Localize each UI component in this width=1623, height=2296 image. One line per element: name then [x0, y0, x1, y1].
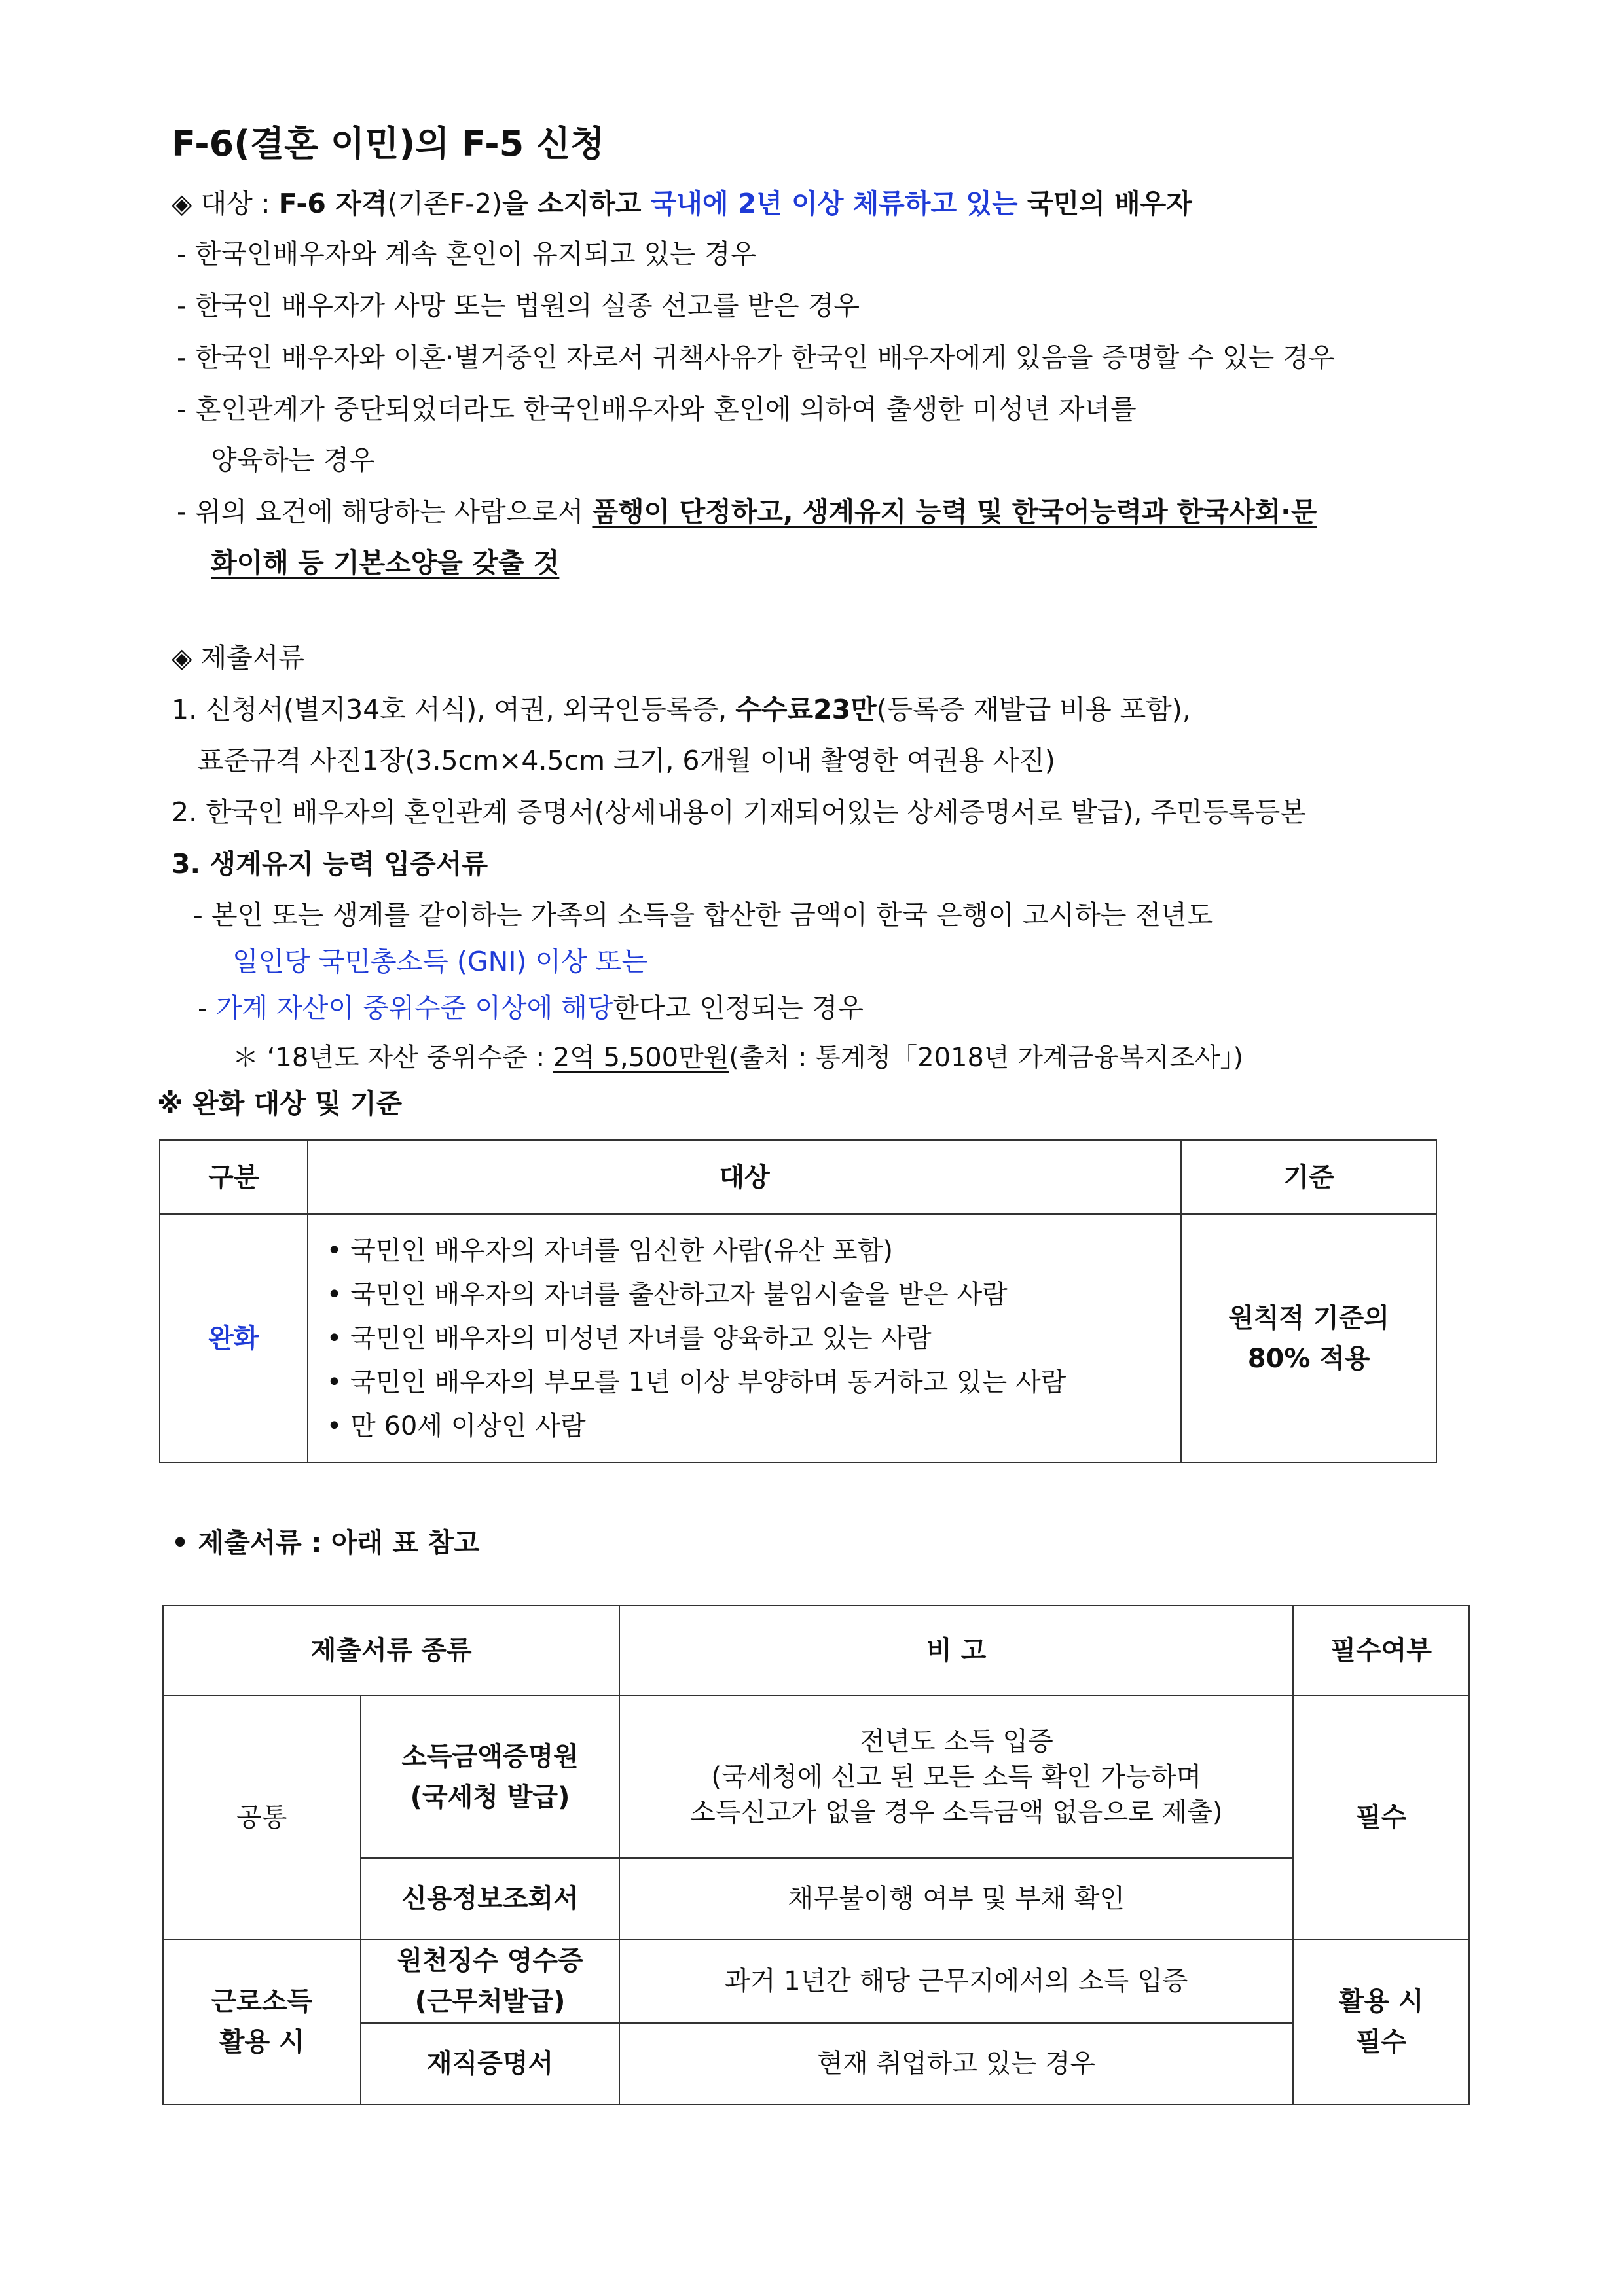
relief-criteria-line2: 80% 적용 — [1247, 1344, 1370, 1374]
relief-item: • 만 60세 이상인 사람 — [326, 1410, 586, 1441]
condition-5-emph: 품행이 단정하고, 생계유지 능력 및 한국어능력과 한국사회·문 — [592, 496, 1317, 528]
labor-required — [1293, 1939, 1469, 2104]
docs-header-required: 필수여부 — [1293, 1605, 1469, 1696]
doc-3-assets-dash: - — [198, 992, 216, 1024]
asset-note-lead: ＊ ‘18년도 자산 중위수준 : — [232, 1043, 553, 1073]
employment-certificate: 재직증명서 — [361, 2023, 620, 2104]
labor-required-line2: 필수 — [1355, 2027, 1407, 2057]
doc-1-text: 1. 신청서(별지34호 서식), 여권, 외국인등록증, — [172, 694, 736, 725]
doc-3-assets — [198, 988, 864, 1028]
group-common: 공통 — [163, 1696, 361, 1939]
group-labor-income — [163, 1939, 361, 2104]
doc-1 — [172, 690, 1191, 729]
docs-heading: ◈ 제출서류 — [172, 642, 304, 673]
relief-heading: ※ 완화 대상 및 기준 — [157, 1088, 403, 1119]
doc-3-income: - 본인 또는 생계를 같이하는 가족의 소득을 합산한 금액이 한국 은행이 고시하는 전년도 — [193, 899, 1213, 931]
income-note-line3: 소득신고가 없을 경우 소득금액 없음으로 제출) — [690, 1797, 1223, 1827]
target-visa: F-6 자격 — [278, 188, 388, 219]
group-labor-line1: 근로소득 — [211, 1986, 313, 2017]
relief-criteria — [1181, 1214, 1436, 1463]
doc-1-photo: 표준규격 사진1장(3.5cm×4.5cm 크기, 6개월 이내 촬영한 여권용 사진) — [198, 745, 1055, 776]
condition-4-cont: 양육하는 경우 — [211, 444, 375, 476]
withholding-issuer: (근무처발급) — [414, 1986, 566, 2017]
employment-certificate-note: 현재 취업하고 있는 경우 — [619, 2023, 1293, 2104]
condition-5-cont: 화이해 등 기본소양을 갖출 것 — [211, 547, 560, 579]
docs-table-heading: • 제출서류 : 아래 표 참고 — [172, 1527, 480, 1558]
income-note-line2: (국세청에 신고 된 모든 소득 확인 가능하며 — [711, 1762, 1202, 1792]
relief-item: • 국민인 배우자의 부모를 1년 이상 부양하며 동거하고 있는 사람 — [326, 1367, 1067, 1397]
doc-3-assets-rest: 한다고 인정되는 경우 — [613, 992, 864, 1024]
condition-4: - 혼인관계가 중단되었더라도 한국인배우자와 혼인에 의하여 출생한 미성년 자녀를 — [177, 393, 1137, 425]
target-hold: 을 소지하고 — [502, 188, 651, 219]
asset-note-amount: 2억 5,500만원 — [553, 1043, 729, 1073]
page-title: F-6(결혼 이민)의 F-5 신청 — [172, 123, 605, 164]
relief-item: • 국민인 배우자의 자녀를 출산하고자 불임시술을 받은 사람 — [326, 1279, 1008, 1310]
documents-table — [162, 1605, 1470, 2105]
doc-3: 3. 생계유지 능력 입증서류 — [172, 848, 488, 880]
docs-header-type: 제출서류 종류 — [163, 1605, 619, 1696]
asset-note — [232, 1038, 1243, 1077]
target-spouse: 국민의 배우자 — [1027, 188, 1192, 219]
condition-5 — [177, 492, 1317, 531]
relief-item: • 국민인 배우자의 자녀를 임신한 사람(유산 포함) — [326, 1235, 894, 1266]
labor-required-line1: 활용 시 — [1338, 1986, 1424, 2017]
income-note-line1: 전년도 소득 입증 — [859, 1727, 1053, 1757]
relief-header-category: 구분 — [160, 1140, 308, 1214]
target-label: ◈ 대상 : — [172, 188, 279, 219]
group-labor-line2: 활용 시 — [219, 2027, 304, 2057]
relief-items — [308, 1214, 1182, 1463]
relief-category: 완화 — [160, 1214, 308, 1463]
doc-1-fee: 수수료23만 — [735, 694, 877, 725]
condition-1: - 한국인배우자와 계속 혼인이 유지되고 있는 경우 — [177, 238, 757, 270]
relief-criteria-line1: 원칙적 기준의 — [1228, 1303, 1390, 1333]
relief-header-criteria: 기준 — [1181, 1140, 1436, 1214]
target-visa-old: (기존F-2) — [387, 188, 503, 219]
withholding-receipt — [361, 1939, 620, 2023]
credit-report-note: 채무불이행 여부 및 부채 확인 — [619, 1858, 1293, 1939]
doc-2: 2. 한국인 배우자의 혼인관계 증명서(상세내용이 기재되어있는 상세증명서로 발급), 주민등록등본 — [172, 797, 1307, 828]
relief-item: • 국민인 배우자의 미성년 자녀를 양육하고 있는 사람 — [326, 1323, 932, 1354]
relief-table — [159, 1139, 1437, 1463]
withholding-name: 원천징수 영수증 — [397, 1946, 583, 1976]
doc-3-gni: 일인당 국민총소득 (GNI) 이상 또는 — [232, 946, 647, 977]
condition-3: - 한국인 배우자와 이혼·별거중인 자로서 귀책사유가 한국인 배우자에게 있음을 증명할 수 있는 경우 — [177, 342, 1335, 373]
common-required: 필수 — [1293, 1696, 1469, 1939]
condition-5-lead: - 위의 요건에 해당하는 사람으로서 — [177, 496, 593, 528]
relief-header-target: 대상 — [308, 1140, 1182, 1214]
target-line — [172, 184, 1192, 223]
withholding-note: 과거 1년간 해당 근무지에서의 소득 입증 — [619, 1939, 1293, 2023]
target-stay: 국내에 2년 이상 체류하고 있는 — [650, 188, 1027, 219]
income-certificate-note — [619, 1696, 1293, 1858]
docs-header-note: 비 고 — [619, 1605, 1293, 1696]
income-certificate-issuer: (국세청 발급) — [410, 1782, 570, 1812]
income-certificate — [361, 1696, 620, 1858]
asset-note-source: (출처 : 통계청「2018년 가계금융복지조사」) — [729, 1043, 1243, 1073]
doc-3-assets-emph: 가계 자산이 중위수준 이상에 해당 — [215, 992, 613, 1024]
income-certificate-name: 소득금액증명원 — [401, 1742, 579, 1772]
doc-1-fee-note: (등록증 재발급 비용 포함), — [876, 694, 1191, 725]
condition-2: - 한국인 배우자가 사망 또는 법원의 실종 선고를 받은 경우 — [177, 290, 860, 321]
credit-report: 신용정보조회서 — [361, 1858, 620, 1939]
